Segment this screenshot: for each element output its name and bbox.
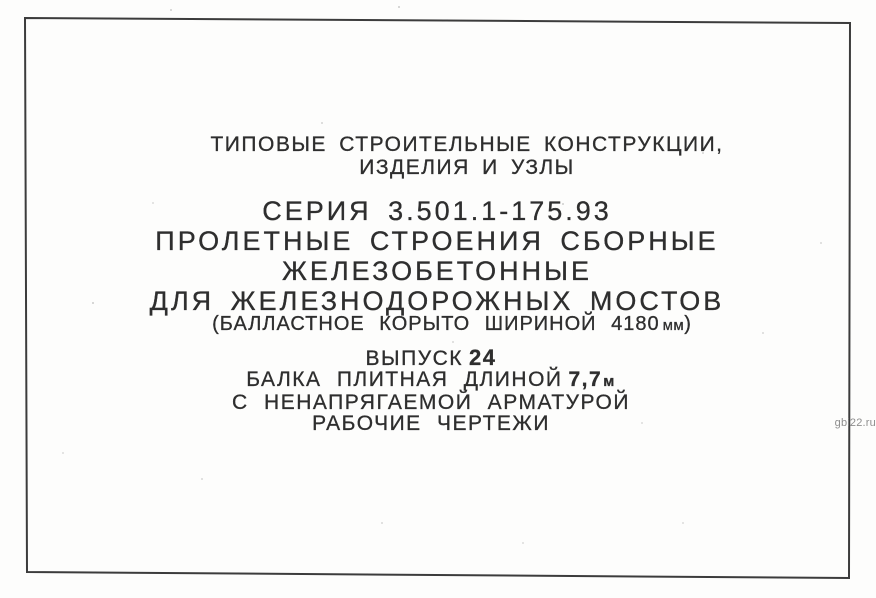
beam-length-value: 7,7 (568, 368, 603, 391)
document-category (55, 133, 876, 179)
working-drawings-line: РАБОЧИЕ ЧЕРТЕЖИ (312, 412, 550, 435)
main-title (25, 196, 849, 316)
subtitle-text: (БАЛЛАСТНОЕ КОРЫТО ШИРИНОЙ 4180 (212, 313, 660, 335)
beam-line (19, 369, 843, 392)
reinforcement-line: С НЕНАПРЯГАЕМОЙ АРМАТУРОЙ (232, 391, 630, 414)
subtitle-close-paren: ) (684, 313, 692, 335)
issue-number: 24 (468, 345, 497, 370)
title-block (25, 0, 849, 598)
subtitle-ballast-trough (40, 312, 864, 338)
subtitle-unit-mm: мм (662, 317, 685, 334)
main-title-line-3: ДЛЯ ЖЕЛЕЗНОДОРОЖНЫХ МОСТОВ (149, 286, 725, 316)
category-line-1: ТИПОВЫЕ СТРОИТЕЛЬНЫЕ КОНСТРУКЦИИ, (210, 133, 724, 156)
issue-label: ВЫПУСК (365, 347, 463, 370)
category-line-2: ИЗДЕЛИЯ И УЗЛЫ (359, 156, 575, 179)
issue-line (19, 347, 843, 369)
main-title-line-1: ПРОЛЕТНЫЕ СТРОЕНИЯ СБОРНЫЕ (155, 226, 719, 256)
beam-length-unit: м (603, 373, 616, 390)
series-number: СЕРИЯ 3.501.1-175.93 (262, 196, 612, 226)
issue-block (19, 347, 843, 434)
watermark: gbi22.ru (834, 417, 876, 429)
scan-noise-speckles (0, 0, 2, 2)
beam-text: БАЛКА ПЛИТНАЯ ДЛИНОЙ (246, 368, 563, 391)
main-title-line-2: ЖЕЛЕЗОБЕТОННЫЕ (282, 256, 592, 286)
